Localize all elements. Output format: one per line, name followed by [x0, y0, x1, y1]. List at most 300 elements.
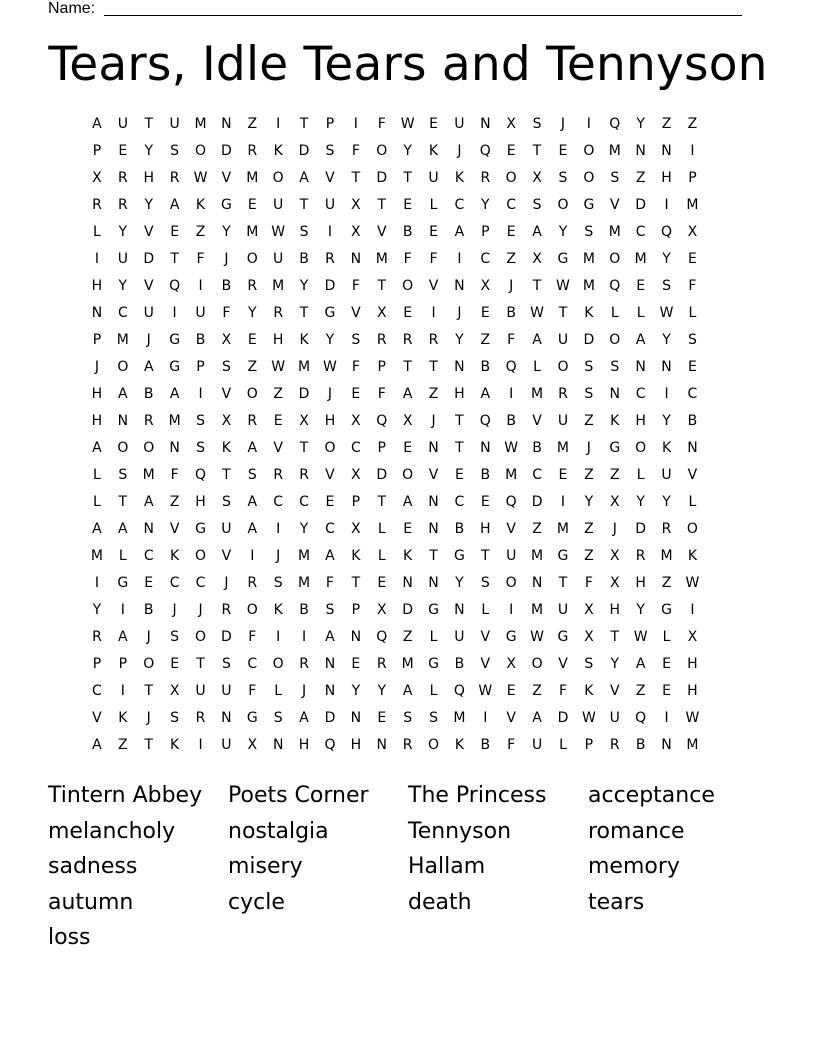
grid-row: [84, 462, 732, 489]
grid-letter: M: [116, 332, 129, 348]
grid-letter: D: [635, 197, 647, 213]
grid-letter: K: [584, 683, 594, 699]
grid-letter: A: [92, 440, 102, 456]
grid-letter: J: [457, 305, 462, 321]
grid-letter: O: [246, 386, 258, 402]
grid-letter: M: [375, 251, 388, 267]
grid-letter: G: [117, 575, 129, 591]
grid-letter: E: [118, 143, 128, 159]
grid-letter: W: [530, 629, 544, 645]
grid-letter: I: [198, 278, 203, 294]
grid-letter: K: [454, 170, 464, 186]
grid-letter: C: [532, 467, 542, 483]
grid-letter: E: [247, 197, 257, 213]
grid-letter: S: [221, 494, 231, 510]
grid-letter: A: [635, 332, 646, 348]
grid-letter: Q: [505, 359, 517, 375]
word-list: [48, 778, 768, 956]
grid-letter: K: [170, 737, 180, 753]
grid-letter: M: [298, 575, 311, 591]
grid-letter: Q: [376, 629, 388, 645]
grid-letter: S: [247, 467, 257, 483]
grid-letter: W: [556, 278, 570, 294]
grid-letter: S: [558, 170, 568, 186]
grid-row: [84, 624, 732, 651]
grid-letter: S: [170, 710, 180, 726]
grid-letter: R: [661, 521, 672, 537]
grid-letter: I: [120, 602, 125, 618]
grid-letter: X: [376, 602, 387, 618]
grid-letter: N: [428, 494, 439, 510]
grid-letter: A: [92, 737, 102, 753]
grid-letter: H: [661, 170, 672, 186]
grid-letter: I: [353, 116, 358, 132]
grid-letter: F: [558, 683, 567, 699]
grid-letter: S: [532, 116, 542, 132]
grid-letter: M: [531, 386, 544, 402]
grid-letter: D: [324, 710, 336, 726]
grid-letter: R: [273, 305, 284, 321]
grid-row: [84, 300, 732, 327]
grid-letter: T: [429, 359, 438, 375]
grid-letter: O: [609, 251, 621, 267]
grid-letter: S: [221, 359, 231, 375]
grid-letter: T: [196, 656, 205, 672]
word-list-item: memory: [588, 854, 680, 879]
grid-letter: M: [298, 359, 311, 375]
grid-letter: I: [664, 386, 669, 402]
grid-letter: X: [584, 602, 594, 618]
grid-letter: X: [169, 683, 180, 699]
grid-letter: R: [169, 170, 180, 186]
grid-row: [84, 138, 732, 165]
word-list-item: autumn: [48, 889, 134, 915]
grid-letter: Y: [118, 224, 128, 240]
grid-letter: J: [431, 413, 436, 429]
grid-letter: A: [402, 683, 413, 699]
grid-letter: R: [247, 413, 258, 429]
grid-letter: F: [377, 116, 386, 132]
grid-letter: J: [198, 602, 203, 618]
grid-letter: H: [480, 521, 491, 537]
grid-letter: V: [558, 656, 568, 672]
grid-row: [84, 435, 732, 462]
grid-row: [84, 273, 732, 300]
grid-letter: W: [271, 359, 286, 375]
grid-letter: T: [222, 467, 231, 483]
grid-letter: V: [609, 683, 620, 699]
grid-letter: C: [195, 575, 206, 591]
grid-letter: V: [428, 278, 439, 294]
grid-letter: X: [532, 170, 542, 186]
grid-letter: G: [169, 332, 181, 348]
grid-letter: G: [505, 629, 517, 645]
grid-letter: E: [506, 683, 516, 699]
grid-letter: V: [428, 467, 439, 483]
grid-letter: X: [351, 413, 361, 429]
grid-letter: O: [246, 251, 258, 267]
grid-letter: L: [636, 305, 645, 321]
grid-letter: R: [402, 332, 413, 348]
grid-letter: O: [686, 521, 698, 537]
grid-letter: U: [195, 683, 206, 699]
grid-letter: O: [194, 548, 207, 564]
grid-letter: N: [609, 386, 620, 402]
grid-letter: C: [143, 548, 154, 564]
grid-letter: B: [480, 737, 491, 753]
grid-letter: R: [92, 197, 102, 213]
grid-letter: I: [664, 197, 669, 213]
grid-letter: C: [325, 521, 335, 537]
grid-letter: I: [664, 710, 669, 726]
grid-letter: I: [690, 143, 695, 159]
grid-letter: N: [221, 116, 232, 132]
grid-letter: I: [250, 548, 255, 564]
grid-letter: K: [610, 413, 620, 429]
grid-letter: A: [635, 656, 646, 672]
grid-letter: E: [429, 116, 438, 132]
grid-letter: Z: [584, 413, 594, 429]
grid-letter: L: [93, 494, 101, 510]
grid-letter: Y: [144, 197, 153, 213]
grid-letter: T: [455, 440, 464, 456]
grid-row: [84, 597, 732, 624]
grid-letter: E: [377, 710, 387, 726]
grid-letter: B: [635, 737, 646, 753]
grid-letter: O: [583, 170, 595, 186]
grid-letter: N: [454, 602, 465, 618]
grid-letter: E: [688, 359, 697, 375]
grid-letter: P: [92, 143, 102, 159]
grid-letter: C: [480, 251, 491, 267]
grid-letter: N: [635, 359, 646, 375]
grid-letter: R: [195, 710, 206, 726]
grid-letter: T: [299, 116, 309, 132]
grid-letter: O: [272, 170, 284, 186]
grid-letter: R: [299, 656, 309, 672]
grid-letter: Y: [481, 197, 490, 213]
grid-row: [84, 408, 732, 435]
word-list-item: death: [408, 889, 472, 915]
grid-letter: K: [454, 737, 464, 753]
grid-letter: G: [246, 710, 258, 726]
grid-letter: S: [273, 575, 283, 591]
grid-letter: V: [221, 170, 232, 186]
grid-letter: O: [143, 656, 155, 672]
grid-letter: N: [324, 656, 336, 672]
grid-letter: P: [584, 737, 594, 753]
grid-letter: W: [581, 710, 596, 726]
grid-letter: U: [454, 629, 465, 645]
grid-letter: Q: [376, 413, 388, 429]
grid-letter: N: [169, 440, 180, 456]
grid-letter: C: [454, 494, 465, 510]
grid-letter: Y: [455, 575, 464, 591]
grid-letter: R: [376, 332, 387, 348]
grid-letter: L: [662, 629, 671, 645]
grid-letter: E: [351, 656, 361, 672]
grid-letter: K: [170, 548, 180, 564]
grid-letter: H: [635, 575, 646, 591]
grid-letter: Z: [402, 629, 413, 645]
grid-letter: L: [559, 737, 567, 753]
grid-letter: C: [350, 440, 361, 456]
grid-letter: V: [169, 521, 180, 537]
grid-letter: D: [376, 467, 388, 483]
grid-letter: H: [272, 332, 284, 348]
name-underline: [104, 15, 742, 16]
name-label: Name:: [48, 0, 96, 17]
grid-letter: R: [117, 197, 128, 213]
grid-letter: H: [298, 737, 310, 753]
grid-letter: J: [146, 710, 151, 726]
grid-letter: N: [91, 305, 103, 321]
word-list-item: loss: [48, 925, 91, 950]
grid-letter: W: [323, 359, 337, 375]
grid-letter: L: [610, 305, 619, 321]
grid-letter: M: [531, 548, 544, 564]
grid-letter: N: [454, 359, 465, 375]
letter-grid: [84, 111, 732, 759]
grid-letter: B: [143, 386, 154, 402]
grid-letter: W: [400, 116, 415, 132]
grid-letter: U: [221, 521, 232, 537]
grid-letter: C: [635, 386, 646, 402]
grid-letter: E: [351, 386, 361, 402]
grid-letter: Z: [247, 359, 258, 375]
grid-letter: K: [299, 332, 309, 348]
grid-letter: Q: [479, 143, 491, 159]
grid-letter: R: [221, 602, 232, 618]
grid-letter: J: [172, 602, 177, 618]
grid-letter: B: [299, 602, 309, 618]
grid-letter: E: [688, 251, 697, 267]
grid-letter: Y: [662, 413, 671, 429]
grid-letter: B: [195, 332, 206, 348]
grid-row: [84, 192, 732, 219]
grid-letter: H: [91, 413, 103, 429]
grid-letter: X: [609, 575, 620, 591]
grid-letter: T: [403, 359, 412, 375]
grid-letter: L: [274, 683, 283, 699]
grid-letter: M: [168, 413, 181, 429]
grid-letter: U: [221, 683, 232, 699]
grid-letter: Y: [558, 224, 568, 240]
grid-letter: T: [403, 170, 412, 186]
grid-letter: A: [118, 386, 128, 402]
grid-letter: Y: [662, 332, 671, 348]
grid-row: [84, 705, 732, 732]
grid-letter: O: [557, 197, 569, 213]
grid-letter: O: [117, 440, 129, 456]
grid-letter: B: [454, 656, 465, 672]
grid-letter: A: [118, 521, 128, 537]
grid-letter: L: [533, 359, 541, 375]
grid-letter: V: [351, 305, 361, 321]
grid-letter: T: [532, 278, 542, 294]
grid-letter: I: [560, 494, 566, 510]
grid-letter: I: [198, 386, 203, 402]
grid-letter: M: [686, 197, 699, 213]
grid-letter: G: [609, 440, 621, 456]
grid-letter: F: [584, 575, 593, 591]
grid-letter: R: [247, 575, 258, 591]
grid-letter: J: [94, 359, 100, 375]
word-list-item: romance: [588, 818, 685, 844]
grid-letter: G: [661, 602, 672, 618]
grid-letter: W: [685, 710, 700, 726]
grid-letter: I: [690, 602, 695, 618]
grid-letter: M: [556, 521, 570, 537]
grid-row: [84, 570, 732, 597]
grid-letter: O: [531, 656, 543, 672]
grid-letter: K: [687, 548, 698, 564]
grid-letter: S: [662, 278, 671, 294]
name-field[interactable]: [48, 0, 742, 18]
grid-letter: S: [299, 224, 309, 240]
grid-letter: M: [298, 548, 311, 564]
grid-letter: U: [609, 710, 620, 726]
grid-letter: Z: [532, 683, 542, 699]
grid-letter: R: [247, 278, 258, 294]
grid-letter: R: [273, 467, 284, 483]
word-list-item: nostalgia: [228, 818, 329, 844]
grid-letter: J: [146, 332, 151, 348]
grid-letter: A: [532, 710, 542, 726]
word-list-item: Tennyson: [408, 818, 512, 844]
grid-letter: A: [92, 521, 102, 537]
grid-letter: E: [403, 197, 413, 213]
grid-letter: X: [584, 629, 594, 645]
grid-letter: Z: [247, 116, 258, 132]
grid-letter: Q: [453, 683, 465, 699]
grid-letter: N: [480, 440, 491, 456]
grid-letter: N: [350, 251, 362, 267]
grid-letter: N: [350, 710, 362, 726]
grid-letter: I: [120, 683, 125, 699]
grid-letter: A: [143, 494, 154, 510]
grid-letter: V: [325, 170, 335, 186]
grid-letter: S: [584, 386, 594, 402]
grid-letter: F: [196, 251, 205, 267]
grid-letter: W: [504, 440, 519, 456]
grid-letter: T: [299, 197, 309, 213]
grid-letter: T: [170, 251, 179, 267]
grid-letter: C: [247, 656, 258, 672]
grid-letter: S: [351, 332, 361, 348]
grid-letter: E: [144, 575, 154, 591]
grid-row: [84, 246, 732, 273]
grid-letter: B: [221, 278, 232, 294]
grid-letter: K: [273, 143, 283, 159]
grid-letter: X: [351, 467, 361, 483]
grid-letter: Y: [455, 332, 464, 348]
grid-letter: S: [584, 656, 594, 672]
grid-letter: O: [428, 737, 440, 753]
grid-letter: Y: [325, 332, 335, 348]
grid-letter: J: [327, 386, 333, 402]
grid-letter: B: [480, 467, 491, 483]
grid-letter: T: [610, 629, 620, 645]
grid-letter: L: [688, 305, 697, 321]
grid-letter: A: [92, 116, 102, 132]
grid-letter: N: [687, 440, 698, 456]
grid-letter: T: [351, 575, 361, 591]
grid-letter: R: [558, 386, 568, 402]
grid-letter: L: [429, 197, 438, 213]
grid-letter: M: [608, 224, 621, 240]
grid-letter: Z: [195, 224, 206, 240]
grid-letter: J: [224, 251, 229, 267]
grid-letter: X: [609, 494, 620, 510]
grid-letter: M: [556, 440, 570, 456]
grid-letter: T: [299, 305, 309, 321]
grid-letter: Y: [222, 224, 231, 240]
grid-letter: F: [248, 629, 257, 645]
grid-letter: N: [428, 575, 439, 591]
grid-letter: N: [143, 521, 154, 537]
grid-letter: Z: [635, 170, 646, 186]
grid-letter: G: [195, 521, 206, 537]
grid-letter: S: [610, 170, 620, 186]
grid-letter: F: [429, 251, 438, 267]
grid-letter: T: [144, 737, 153, 753]
grid-letter: Z: [506, 251, 516, 267]
grid-letter: K: [584, 305, 594, 321]
grid-letter: P: [118, 656, 128, 672]
grid-letter: H: [143, 170, 154, 186]
grid-letter: A: [118, 629, 128, 645]
grid-letter: X: [351, 521, 361, 537]
grid-letter: Y: [636, 116, 645, 132]
grid-letter: E: [403, 440, 413, 456]
grid-letter: D: [221, 629, 232, 645]
grid-letter: Y: [92, 602, 102, 618]
grid-letter: I: [509, 602, 514, 618]
grid-letter: G: [583, 197, 595, 213]
grid-letter: I: [457, 251, 462, 267]
grid-letter: K: [428, 143, 439, 159]
grid-letter: Z: [273, 386, 283, 402]
grid-letter: F: [325, 575, 334, 591]
grid-letter: F: [170, 467, 179, 483]
grid-letter: D: [298, 386, 310, 402]
grid-letter: X: [221, 332, 232, 348]
grid-letter: E: [662, 683, 671, 699]
grid-letter: C: [454, 197, 465, 213]
grid-letter: N: [428, 521, 439, 537]
grid-letter: R: [480, 170, 491, 186]
grid-letter: S: [687, 332, 697, 348]
grid-letter: A: [532, 332, 542, 348]
grid-letter: U: [428, 170, 439, 186]
grid-letter: Q: [635, 710, 647, 726]
grid-letter: G: [557, 251, 569, 267]
grid-letter: O: [272, 656, 284, 672]
grid-letter: U: [557, 602, 569, 618]
grid-letter: H: [91, 386, 103, 402]
grid-letter: B: [143, 602, 154, 618]
grid-letter: N: [454, 278, 465, 294]
grid-letter: B: [506, 305, 516, 321]
grid-letter: X: [299, 413, 309, 429]
grid-letter: M: [686, 737, 699, 753]
grid-letter: H: [635, 413, 646, 429]
grid-letter: R: [635, 548, 646, 564]
grid-letter: G: [453, 548, 465, 564]
grid-letter: B: [480, 359, 491, 375]
grid-letter: Q: [609, 278, 621, 294]
